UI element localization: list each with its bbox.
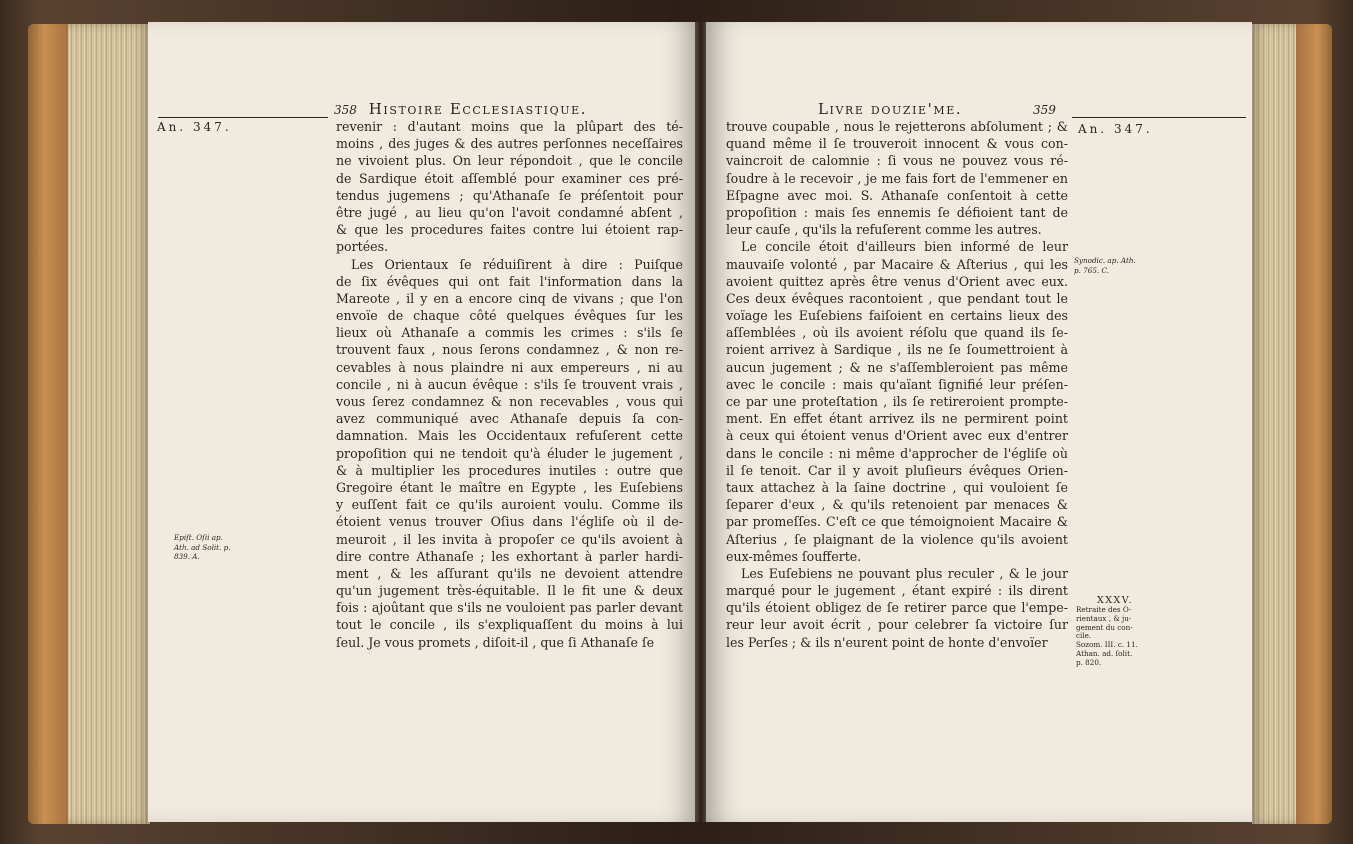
- text-line: vous ſerez condamnez & non recevables , vous qui: [336, 394, 683, 409]
- text-line: ment , & les aſſurant qu'ils ne devoient attendre: [336, 565, 683, 581]
- text-line: leur cauſe , qu'ils la refuſerent comme les autres.: [726, 222, 1042, 238]
- right-margin-note: [1074, 256, 1136, 275]
- text-line: mauvaiſe volonté , par Macaire & Aſterius , qui les: [726, 256, 1068, 272]
- text-line: par promeſſes. C'eſt ce que témoignoient Macaire &: [726, 514, 1068, 530]
- text-line: être jugé , au lieu qu'on l'avoit condamné abſent ,: [336, 204, 683, 220]
- text-line: y euſſent fait ce qu'ils auroient voulu. Comme ils: [336, 497, 683, 513]
- text-line: Les Orientaux ſe réduiſirent à dire : Puiſque: [351, 256, 683, 272]
- right-running-head: [818, 100, 1056, 118]
- text-line: revenir : d'autant moins que la plûpart des té-: [336, 119, 683, 134]
- margin-note-line: Ath. ad Solit. p.: [174, 542, 231, 552]
- text-line: ne vivoient plus. On leur répondoit , que le concile: [336, 153, 683, 169]
- text-line: reur leur avoit écrit , pour celebrer ſa victoire ſur: [726, 617, 1068, 633]
- section-summary-line: gement du con-: [1076, 622, 1133, 632]
- left-head-rule: [158, 117, 328, 118]
- margin-note-line: Synodic. ap. Ath.: [1074, 256, 1136, 265]
- text-line: & à multiplier les procedures inutiles : outre que: [336, 462, 683, 478]
- left-page: [148, 22, 697, 822]
- left-margin-note: [174, 533, 231, 562]
- text-line: trouve coupable , nous le rejetterons abſolument ; &: [726, 119, 1068, 134]
- left-year-label: An. 347.: [157, 120, 232, 134]
- text-line: portées.: [336, 239, 389, 255]
- text-line: ſoudre à le recevoir , je me fais fort de l'emmener en: [726, 170, 1068, 186]
- text-line: fois : ajoûtant que s'ils ne vouloient pas parler devant: [336, 600, 683, 616]
- text-line: ſeul. Je vous promets , diſoit-il , que ſi Athanaſe ſe: [336, 634, 655, 650]
- right-page: [706, 22, 1252, 822]
- text-line: ce par une proteſtation , ils ſe retireroient prompte-: [726, 394, 1068, 409]
- text-line: ſeparer d'eux , & qu'ils retenoient par menaces &: [726, 497, 1068, 513]
- text-line: trouvent faux , nous ſerons condamnez , & non re-: [336, 342, 683, 358]
- right-page-number: 359: [1032, 103, 1056, 117]
- right-body-text: [726, 118, 1068, 651]
- left-page-edges: [28, 24, 150, 824]
- section-summary-line: rientaux , & ju-: [1076, 613, 1132, 623]
- section-summary-line: Retraite des O-: [1076, 605, 1132, 614]
- section-summary-line: p. 820.: [1076, 657, 1102, 667]
- section-summary-line: Sozom. III. c. 11.: [1076, 640, 1138, 650]
- text-line: Le concile étoit d'ailleurs bien informé de leur: [741, 239, 1068, 255]
- text-line: quand même il ſe trouveroit innocent & vous con-: [726, 136, 1068, 152]
- text-line: qu'un jugement très-équitable. Il le fit une & deux: [336, 583, 683, 599]
- left-page-number: 358: [334, 103, 357, 117]
- text-line: vaincroit de calomnie : ſi vous ne pouvez vous ré-: [726, 153, 1068, 169]
- text-line: de ſix évêques qui ont fait l'information dans la: [336, 273, 683, 289]
- text-line: propoſition : mais ſes ennemis ſe défioient tant de: [726, 204, 1068, 220]
- text-line: roient arrivez à Sardique , ils ne ſe ſoumettroient à: [726, 342, 1068, 358]
- section-number: XXXV.: [1097, 595, 1134, 606]
- text-line: moins , des juges & des autres perſonnes neceſſaires: [336, 136, 683, 152]
- left-running-title: Histoire Ecclesiastique.: [368, 100, 588, 118]
- section-summary: [1076, 606, 1138, 668]
- margin-note-line: 839. A.: [174, 552, 200, 561]
- left-body-text: [336, 118, 683, 651]
- text-line: avoient quittez après être venus d'Orient avec eux.: [726, 273, 1068, 289]
- text-line: tout le concile , ils s'expliquaſſent du moins à lui: [336, 617, 683, 633]
- text-line: cevables à nous plaindre ni aux empereurs , ni au: [336, 359, 683, 375]
- left-running-head: [334, 100, 587, 118]
- text-line: voïage les Euſebiens faiſoient en certains lieux des: [726, 308, 1068, 324]
- text-line: Ces deux évêques racontoient , que pendant tout le: [726, 290, 1068, 306]
- section-summary-line: cile.: [1076, 631, 1092, 641]
- margin-note-line: Epiſt. Oſii ap.: [174, 533, 223, 542]
- right-running-title: Livre douzie'me.: [818, 100, 963, 118]
- text-line: ment. En effet étant arrivez ils ne permirent point: [726, 411, 1068, 427]
- text-line: lieux où Athanaſe a commis les crimes : s'ils ſe: [336, 325, 683, 341]
- text-line: dire contre Athanaſe ; les exhortant à parler hardi-: [336, 548, 683, 564]
- text-line: tendus jugemens ; qu'Athanaſe ſe préſentoit pour: [336, 187, 683, 203]
- text-line: propoſition qui ne tendoit qu'à éluder le jugement ,: [336, 445, 683, 461]
- text-line: & que les procedures faites contre lui étoient rap-: [336, 222, 683, 238]
- text-line: étoient venus trouver Oſius dans l'égliſe où il de-: [336, 514, 683, 530]
- text-line: damnation. Mais les Occidentaux refuſerent cette: [336, 428, 683, 444]
- text-line: meuroit , il les invita à propoſer ce qu'ils avoient à: [336, 531, 683, 547]
- text-line: qu'ils étoient obligez de ſe retirer parce que l'empe-: [726, 600, 1068, 616]
- margin-note-line: p. 765. C.: [1074, 265, 1109, 275]
- text-line: Aſterius , ſe plaignant de la violence qu'ils avoient: [726, 531, 1068, 547]
- text-line: Les Euſebiens ne pouvant plus reculer , & le jour: [741, 565, 1068, 581]
- text-line: avec le concile : mais qu'aïant ſignifié leur préſen-: [726, 376, 1068, 392]
- text-line: Mareote , il y en a encore cinq de vivans ; que l'on: [336, 290, 683, 306]
- right-page-edges: [1252, 24, 1332, 824]
- text-line: Gregoire étant le maître en Egypte , les Euſebiens: [336, 479, 683, 495]
- section-summary-line: Athan. ad. ſolit.: [1076, 648, 1133, 658]
- text-line: il ſe tenoit. Car il y avoit pluſieurs évêques Orien-: [726, 462, 1068, 478]
- text-line: eux-mêmes ſoufferte.: [726, 548, 862, 564]
- text-line: de Sardique étoit aſſemblé pour examiner ces pré-: [336, 170, 683, 186]
- text-line: aucun jugement ; & ne s'aſſembleroient pas même: [726, 359, 1068, 375]
- text-line: envoïe de chaque côté quelques évêques ſur les: [336, 308, 683, 324]
- text-line: taux attachez à la ſaine doctrine , qui vouloient ſe: [726, 479, 1068, 495]
- text-line: les Perſes ; & ils n'eurent point de honte d'envoïer: [726, 634, 1048, 650]
- text-line: à ceux qui étoient venus d'Orient avec eux d'entrer: [726, 428, 1068, 444]
- text-line: concile , ni à aucun évêque : s'ils ſe trouvent vrais ,: [336, 376, 683, 392]
- right-head-rule: [1072, 117, 1246, 118]
- text-line: aſſemblées , où ils avoient réſolu que quand ils ſe-: [726, 325, 1068, 341]
- text-line: avez communiqué avec Athanaſe depuis ſa con-: [336, 411, 683, 427]
- right-year-label: An. 347.: [1078, 122, 1153, 136]
- text-line: dans le concile : ni même d'approcher de l'égliſe où: [726, 445, 1068, 461]
- text-line: marqué pour le jugement , étant expiré : ils dirent: [726, 583, 1068, 599]
- text-line: Eſpagne avec moi. S. Athanaſe conſentoit à cette: [726, 187, 1068, 203]
